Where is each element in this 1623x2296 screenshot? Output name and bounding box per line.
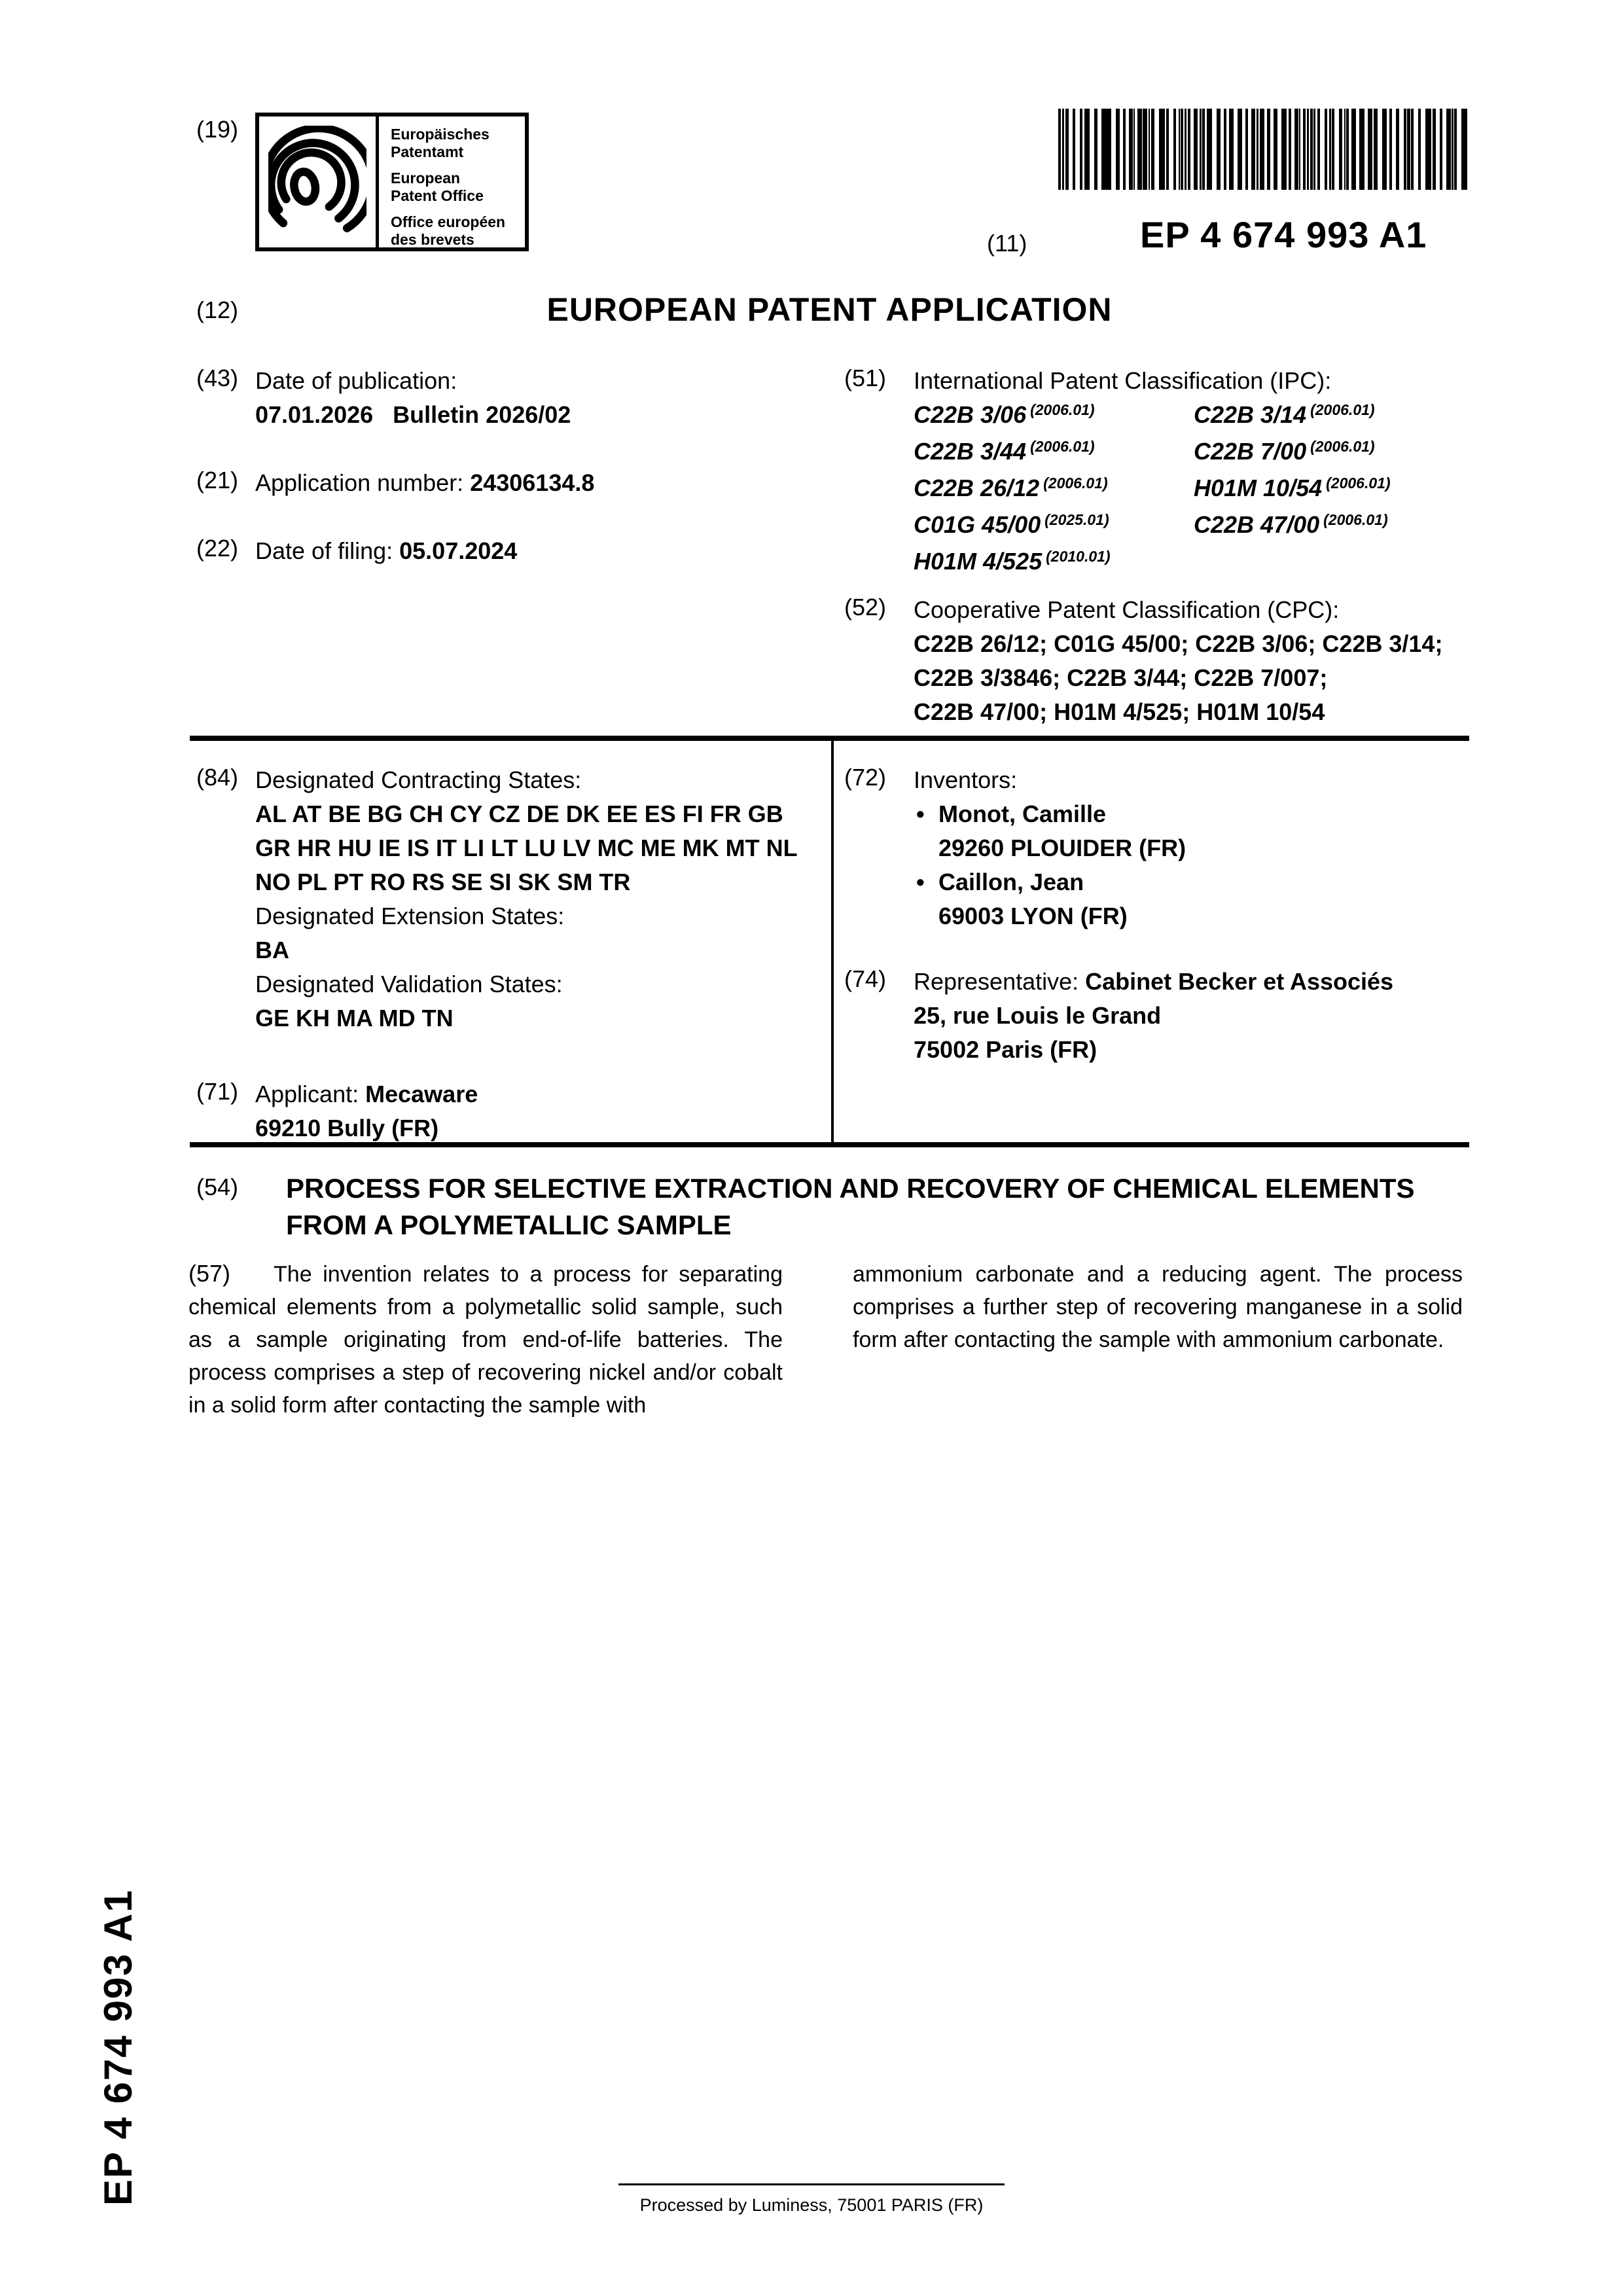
barcode bbox=[1058, 109, 1467, 190]
inid-84-label: (84) bbox=[196, 764, 239, 791]
contracting-states-title: Designated Contracting States: bbox=[255, 766, 582, 793]
document-type-heading: EUROPEAN PATENT APPLICATION bbox=[546, 291, 1113, 328]
abstract-column-1 bbox=[188, 1258, 783, 1422]
inventor-item bbox=[914, 797, 1457, 865]
title-divider-rule bbox=[190, 1142, 1469, 1147]
application-number-title: Application number: bbox=[255, 469, 464, 496]
inventor-address: 69003 LYON (FR) bbox=[938, 903, 1128, 929]
filing-date-value: 05.07.2024 bbox=[399, 537, 518, 564]
application-number-line bbox=[255, 466, 594, 500]
inid-21-label: (21) bbox=[196, 467, 239, 493]
inid-74-label: (74) bbox=[844, 965, 887, 992]
ipc-entry: C22B 26/12 $^{(2006.01)}$ bbox=[914, 475, 1108, 501]
ipc-entry: H01M 4/525 $^{(2010.01)}$ bbox=[914, 548, 1111, 575]
invention-title: PROCESS FOR SELECTIVE EXTRACTION AND RECOVERY OF CHEMICAL ELEMENTS FROM A POLYMETALLIC SAMPLE bbox=[286, 1173, 1415, 1240]
inid-57-label: (57) bbox=[188, 1260, 231, 1287]
office-name-fr: Office européen des brevets bbox=[391, 213, 506, 248]
publication-date-title: Date of publication: bbox=[255, 367, 457, 394]
applicant-address: 69210 Bully (FR) bbox=[255, 1115, 439, 1141]
inid-54-label: (54) bbox=[196, 1174, 239, 1200]
abstract-column-2 bbox=[853, 1258, 1463, 1356]
designated-states-block bbox=[255, 763, 818, 1035]
inventor-name: • Monot, Camille bbox=[938, 800, 1107, 827]
filing-date-title: Date of filing: bbox=[255, 537, 393, 564]
ipc-entry: C22B 3/06 $^{(2006.01)}$ bbox=[914, 401, 1095, 428]
inventors-block bbox=[914, 763, 1457, 933]
extension-states-value: BA bbox=[255, 937, 289, 963]
validation-states-value: GE KH MA MD TN bbox=[255, 1005, 454, 1031]
representative-block bbox=[914, 965, 1463, 1067]
filing-date-line bbox=[255, 534, 517, 568]
abstract-text-2: ammonium carbonate and a reducing agent. The process comprises a further step of recovering manganese in a solid form after contacting the sample with ammonium carbonate. bbox=[853, 1262, 1463, 1352]
application-number-value: 24306134.8 bbox=[470, 469, 595, 496]
inid-19-label: (19) bbox=[196, 116, 239, 143]
ipc-entry: C22B 3/44 $^{(2006.01)}$ bbox=[914, 438, 1095, 465]
inid-11-label: (11) bbox=[987, 230, 1027, 257]
epo-office-names bbox=[379, 117, 525, 247]
inid-22-label: (22) bbox=[196, 535, 239, 562]
footer-processed-by: Processed by Luminess, 75001 PARIS (FR) bbox=[639, 2195, 984, 2215]
representative-title: Representative: bbox=[914, 968, 1079, 995]
ipc-entry: H01M 10/54 $^{(2006.01)}$ bbox=[1194, 475, 1391, 501]
inventor-address: 29260 PLOUIDER (FR) bbox=[938, 834, 1186, 861]
inid-51-label: (51) bbox=[844, 365, 887, 391]
ipc-list bbox=[914, 398, 1470, 581]
footer-rule bbox=[618, 2183, 1005, 2185]
inid-71-label: (71) bbox=[196, 1078, 239, 1105]
inid-43-label: (43) bbox=[196, 365, 239, 391]
representative-line bbox=[914, 965, 1463, 999]
contracting-states-value: AL AT BE BG CH CY CZ DE DK EE ES FI FR GB GR HR HU IE IS IT LI LT LU LV MC ME MK MT NL NO PL PT RO RS SE SI SK SM TR bbox=[255, 800, 798, 895]
sidebar-document-id: EP 4 674 993 A1 bbox=[96, 1889, 140, 2206]
extension-states-title: Designated Extension States: bbox=[255, 903, 565, 929]
ipc-entry-empty bbox=[1194, 545, 1470, 581]
inventor-name: • Caillon, Jean bbox=[938, 869, 1084, 895]
office-name-de: Europäisches Patentamt bbox=[391, 126, 490, 160]
office-name-en: European Patent Office bbox=[391, 170, 484, 204]
epo-logo-icon bbox=[259, 117, 379, 247]
representative-address: 25, rue Louis le Grand 75002 Paris (FR) bbox=[914, 1002, 1162, 1063]
header-divider-rule bbox=[190, 736, 1469, 741]
ipc-entry: C22B 7/00 $^{(2006.01)}$ bbox=[1194, 438, 1375, 465]
cpc-title: Cooperative Patent Classification (CPC): bbox=[914, 596, 1340, 623]
ipc-entry: C01G 45/00 $^{(2025.01)}$ bbox=[914, 511, 1109, 538]
publication-number: EP 4 674 993 A1 bbox=[1140, 214, 1427, 255]
representative-name: Cabinet Becker et Associés bbox=[1085, 968, 1394, 995]
inid-12-label: (12) bbox=[196, 296, 239, 323]
ipc-entry: C22B 47/00 $^{(2006.01)}$ bbox=[1194, 511, 1388, 538]
epo-logo-box bbox=[255, 113, 529, 251]
ipc-title: International Patent Classification (IPC): bbox=[914, 367, 1332, 394]
applicant-title: Applicant: bbox=[255, 1081, 359, 1107]
abstract-text-1: The invention relates to a process for separating chemical elements from a polymetallic solid sample, such as a sample originating from end-of-life batteries. The process comprises a step of recovering nickel and/or cobalt in a solid form after contacting the sample with bbox=[188, 1262, 783, 1418]
inventors-title: Inventors: bbox=[914, 766, 1018, 793]
inid-72-label: (72) bbox=[844, 764, 887, 791]
inventor-item bbox=[914, 865, 1457, 933]
ipc-entry: C22B 3/14 $^{(2006.01)}$ bbox=[1194, 401, 1375, 428]
applicant-block bbox=[255, 1077, 818, 1145]
inid-52-label: (52) bbox=[844, 594, 887, 620]
publication-date-value: 07.01.2026 Bulletin 2026/02 bbox=[255, 401, 571, 428]
applicant-line bbox=[255, 1077, 818, 1111]
validation-states-title: Designated Validation States: bbox=[255, 971, 563, 997]
column-divider bbox=[831, 741, 834, 1142]
cpc-lines: C22B 26/12; C01G 45/00; C22B 3/06; C22B 3/14; C22B 3/3846; C22B 3/44; C22B 7/007; C22B 47/00; H01M 4/525; H01M 10/54 bbox=[914, 630, 1443, 725]
applicant-name: Mecaware bbox=[365, 1081, 478, 1107]
